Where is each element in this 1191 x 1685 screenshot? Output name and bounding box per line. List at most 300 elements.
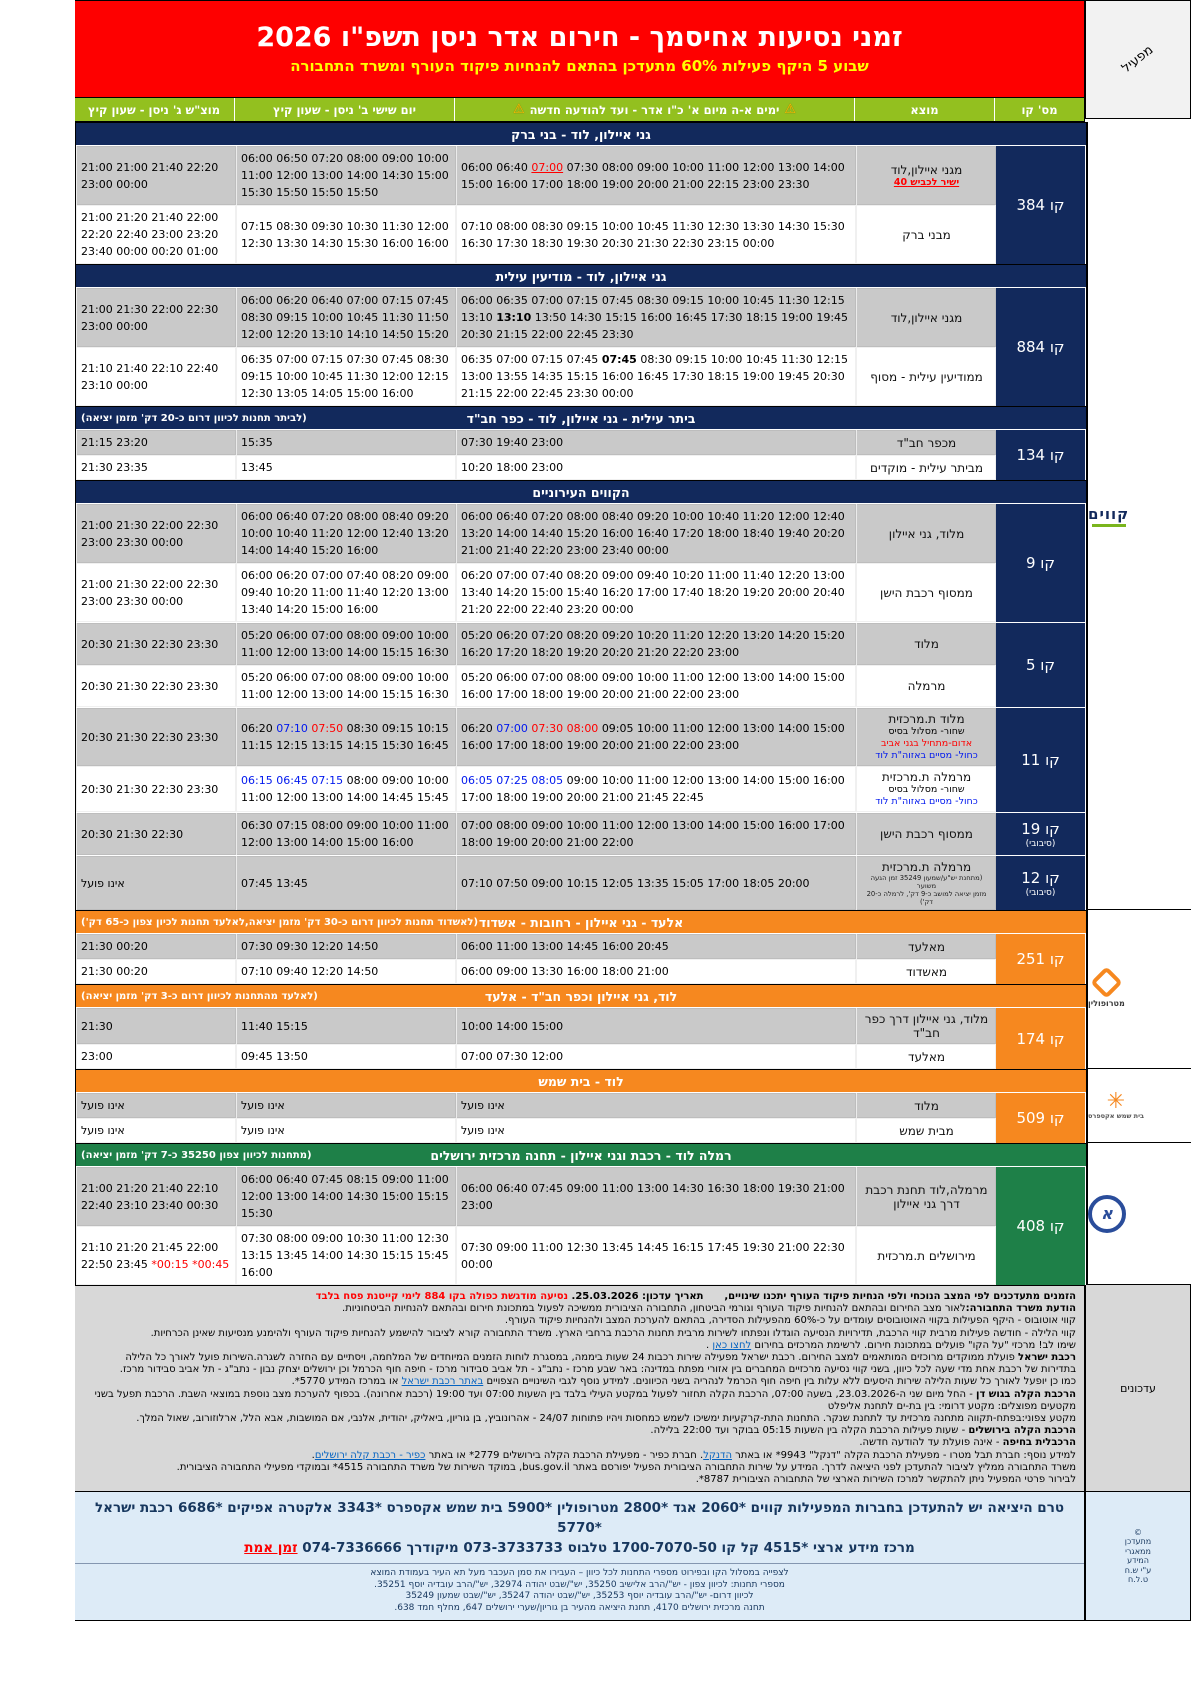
departure-time: 07:45 [601, 294, 634, 307]
departure-time: 22:45 [672, 791, 704, 804]
notes-text: הרכבלית בחיפה [1002, 1437, 1076, 1449]
departure-time: 23:00 [707, 688, 740, 701]
origin-cell [856, 1008, 996, 1044]
departure-time: 08:30 [346, 722, 379, 735]
origin-name: ממסוף רכבת הישן [880, 585, 973, 600]
route-section [76, 264, 1086, 406]
departure-time: 22:20 [81, 228, 113, 241]
departure-time: 13:00 [311, 169, 344, 182]
departure-time: 21:00 [461, 544, 493, 557]
departure-time: 16:00 [461, 688, 493, 701]
departure-time: 09:00 [601, 671, 634, 684]
times-cell-sun-thu [456, 1008, 856, 1044]
times-cell-satnight [76, 504, 236, 563]
origin-name: מרמלה,לוד תחנת רכבת דרך גני איילון [865, 1182, 988, 1211]
section-banner [76, 1070, 1086, 1092]
departure-time: 22:40 [81, 1198, 113, 1212]
origin-note: מזמן יציאה למושב כ-9 דק', לרמלה כ-20 דק') [866, 890, 987, 906]
line-block [76, 429, 1086, 480]
departure-time: 14:30 [311, 236, 344, 250]
departure-time: 07:00 [311, 671, 344, 684]
departure-time: 12:15 [417, 370, 449, 383]
origin-name: מבני ברק [902, 227, 951, 242]
departure-time: 14:45 [566, 940, 599, 953]
departure-time: 10:00 [601, 774, 634, 787]
departure-time: 06:45 [276, 774, 308, 787]
departure-time: 13:00 [276, 1190, 308, 1203]
line-number-cell [996, 504, 1086, 622]
departure-time: 12:00 [417, 219, 449, 233]
departure-time: 16:00 [566, 965, 599, 978]
times-cell-friday [236, 708, 456, 766]
departure-time: 10:20 [637, 629, 669, 642]
departure-time: 15:00 [742, 819, 775, 832]
departure-time: 09:00 [346, 819, 379, 832]
times-cell-satnight [76, 1226, 236, 1285]
departure-time: 07:30 [531, 722, 564, 735]
departure-time: 17:30 [672, 370, 704, 383]
footer-operators-line: טרם היציאה יש להתעדכן בחברות המפעילות קווים *2060 אגד *2800 מטרופולין *5900 בית שמש אקספרס *3343 אלקטרה אפיקים *6686 רכבת ישראל *5770 [94, 1500, 1065, 1537]
departure-time: 12:00 [531, 1050, 564, 1063]
departure-time: 07:40 [346, 569, 379, 582]
departure-time: 12:30 [566, 1240, 599, 1254]
departure-time: 08:00 [346, 152, 379, 165]
departure-time: 15:15 [566, 370, 599, 383]
departure-time: 15:00 [461, 177, 493, 191]
times-cell-sun-thu [456, 146, 856, 205]
line-number: קו 19 [1021, 819, 1060, 838]
departure-time: 09:40 [276, 965, 308, 978]
departure-time: 07:50 [311, 722, 344, 735]
departure-time: 16:00 [601, 940, 634, 953]
schedule-row [76, 1167, 996, 1226]
departure-time: 14:00 [742, 774, 775, 787]
departure-time: 07:45 [566, 353, 599, 366]
departure-time: 20:45 [637, 940, 669, 953]
departure-time: 09:00 [381, 671, 414, 684]
departure-time: 09:00 [381, 1173, 414, 1186]
departure-time: 22:30 [151, 827, 184, 841]
departure-time: 07:00 [531, 160, 564, 174]
notes-line [83, 1401, 1076, 1413]
departure-time: 20:00 [531, 836, 564, 849]
departure-time: 14:15 [346, 739, 379, 752]
notes-link[interactable]: כפיר - רכבת קלה ירושלים [314, 1449, 426, 1461]
warning-icon: ⚠ [512, 102, 525, 117]
origin-note: (מתחנת יש"ע/שמעון 35249 זמן הגעה משוער [870, 874, 983, 890]
departure-time: 13:40 [241, 603, 273, 616]
section-banner-title: לוד - בית שמש [538, 1073, 624, 1089]
departure-time: 12:00 [777, 510, 810, 523]
footer-note-stations-north: מספרי תחנות: לכיוון צפון - יש"/הרב אלישיב 35250, יש"/שבט יהודה 32974, יש"/הרב עובדיה יוסף 35251. [374, 1579, 785, 1590]
departure-time: 07:20 [311, 152, 344, 165]
departure-time: 13:50 [276, 1050, 308, 1063]
times-cell-sun-thu [456, 1093, 856, 1118]
departure-time: 18:20 [531, 646, 564, 659]
origin-note: שחור- מסלול בסיס [888, 726, 965, 737]
notes-line [83, 1389, 1076, 1401]
times-cell-friday [236, 1093, 456, 1118]
origin-name: מאלעד [907, 939, 946, 954]
departure-time: 19:30 [742, 1240, 775, 1254]
notes-block [75, 1285, 1085, 1492]
departure-time: 14:30 [346, 1249, 379, 1262]
departure-time: 11:00 [672, 722, 704, 735]
departure-time: 07:25 [496, 774, 528, 787]
departure-time: 22:00 [531, 328, 564, 341]
updates-label-text: עדכונים [1120, 1381, 1156, 1395]
departure-time: 10:00 [417, 152, 449, 165]
notes-text: לאור מצב החירום ובהתאם להנחיות פיקוד העורף וגורמי הביטחון, התחבורה הציבורית ממשיכה לפעול במתכונת חירום ובהתאם להנחיות הביטחוניות. [342, 1303, 966, 1315]
departure-time: 18:00 [601, 965, 634, 978]
departure-time: 10:00 [381, 819, 414, 832]
notes-text: קווי הלילה - חודשה פעילות מרבית קווי הרכבת, תדירויות הנסיעה הוגדלו ונפתחו לשירות מרבית תחנות הרכבת ברחבי הארץ. משרד התחבורה קורא לציבור להישמע להנחיות פיקוד העורף ולהימנע מנסיעות שאינן הכרחיות. [150, 1327, 1076, 1339]
departure-time: 14:00 [813, 160, 845, 174]
departure-time: 21:15 [81, 436, 113, 449]
departure-time: 19:30 [566, 236, 599, 250]
departure-time: 10:15 [566, 876, 599, 890]
origin-name: מאשדוד [905, 964, 948, 979]
line-number-cell [996, 708, 1086, 812]
departure-time: 20:20 [813, 527, 845, 540]
departure-time: 09:20 [601, 629, 634, 642]
times-cell-satnight [76, 455, 236, 480]
departure-time: 10:00 [417, 629, 449, 642]
departure-time: *00:45 [192, 1257, 230, 1271]
departure-time: 12:00 [672, 774, 704, 787]
departure-time: 07:30 [241, 940, 273, 953]
departure-time: 06:35 [241, 353, 273, 366]
realtime-link[interactable]: זמן אמת [244, 1540, 298, 1557]
departure-time: 11:00 [241, 646, 273, 659]
departure-time: 21:20 [461, 603, 493, 616]
departure-time: 10:00 [601, 219, 634, 233]
departure-time: אינו פועל [461, 1099, 505, 1112]
departure-time: 11:30 [381, 219, 414, 233]
departure-time: 15:00 [381, 1190, 414, 1203]
departure-time: 22:20 [531, 544, 564, 557]
departure-time: 13:45 [276, 876, 308, 890]
schedule-row [76, 430, 996, 455]
departure-time: 00:20 [151, 245, 184, 258]
departure-time: 14:00 [777, 722, 810, 735]
departure-time: 21:00 [813, 1181, 845, 1195]
departure-time: 00:00 [742, 236, 775, 250]
departure-time: 21:00 [81, 211, 113, 224]
departure-time: 20:30 [81, 782, 113, 796]
times-cell-friday [236, 665, 456, 707]
departure-time: 09:00 [531, 819, 564, 832]
departure-time: 13:45 [601, 1240, 634, 1254]
origin-cell [856, 1093, 996, 1118]
departure-time: 07:00 [346, 294, 379, 307]
departure-time: 07:15 [566, 294, 599, 307]
departure-time: 17:00 [496, 688, 528, 701]
departure-time: 21:10 [81, 361, 113, 375]
departure-time: 13:00 [276, 836, 308, 849]
departure-time: 07:00 [461, 819, 493, 832]
departure-time: 09:15 [241, 370, 273, 383]
departure-time: 22:30 [151, 679, 184, 693]
departure-time: 20:30 [813, 370, 845, 383]
departure-time: 17:00 [461, 791, 493, 804]
times-cell-sun-thu [456, 959, 856, 984]
departure-time: 18:00 [742, 1181, 775, 1195]
notes-link[interactable]: לחצו כאן [712, 1339, 752, 1351]
departure-time: 12:20 [777, 569, 810, 582]
departure-time: 10:45 [742, 294, 775, 307]
times-cell-friday [236, 1044, 456, 1069]
origin-cell [856, 813, 996, 855]
departure-time: 21:00 [637, 965, 669, 978]
departure-time: 06:00 [461, 160, 493, 174]
departure-time: 15:00 [311, 603, 344, 616]
departure-time: 06:35 [461, 353, 493, 366]
departure-time: 16:30 [461, 236, 493, 250]
departure-time: 06:30 [241, 819, 273, 832]
departure-time: 23:20 [186, 228, 219, 241]
departure-time: 13:40 [461, 586, 493, 599]
departure-time: 20:30 [81, 827, 113, 841]
times-cell-satnight [76, 1167, 236, 1226]
departure-time: 21:00 [601, 791, 634, 804]
departure-time: 23:00 [531, 436, 564, 449]
departure-time: 15:30 [241, 1207, 273, 1220]
origin-cell [856, 1044, 996, 1069]
departure-time: 23:00 [707, 739, 740, 752]
departure-time: 14:40 [276, 544, 308, 557]
departure-time: 15:00 [813, 671, 845, 684]
departure-time: 11:30 [346, 370, 379, 383]
departure-time: 13:00 [417, 586, 449, 599]
departure-time: 12:20 [276, 328, 308, 341]
departure-time: 07:50 [496, 876, 528, 890]
departure-time: 15:45 [417, 791, 449, 804]
departure-time: 16:45 [637, 370, 669, 383]
departure-time: 10:45 [745, 353, 778, 366]
departure-time: 07:10 [461, 219, 493, 233]
line-block [76, 1166, 1086, 1285]
departure-time: 17:00 [496, 739, 528, 752]
departure-time: 20:30 [601, 236, 634, 250]
departure-time: 15:20 [417, 328, 449, 341]
times-cell-satnight [76, 288, 236, 347]
departure-time: 12:00 [381, 370, 414, 383]
departure-time: 23:30 [566, 387, 599, 400]
departure-time: 11:40 [346, 586, 379, 599]
departure-time: 15:40 [566, 586, 599, 599]
schedule-row [76, 205, 996, 264]
departure-time: 13:20 [461, 527, 493, 540]
departure-time: 06:40 [276, 1173, 308, 1186]
departure-time: 09:00 [496, 1240, 528, 1254]
col-sun-thu [454, 98, 854, 121]
section-banner-title: גני איילון, לוד - בני ברק [511, 126, 651, 142]
departure-time: 07:10 [241, 965, 273, 978]
notes-text: . [706, 1339, 713, 1351]
departure-time: 09:20 [637, 510, 669, 523]
departure-time: 06:20 [241, 722, 273, 735]
times-cell-friday [236, 146, 456, 205]
departure-time: 12:00 [707, 671, 740, 684]
departure-time: 15:15 [605, 311, 637, 324]
notes-line [83, 1474, 1076, 1486]
schedule-row [76, 455, 996, 480]
departure-time: 17:45 [707, 1240, 740, 1254]
departure-time: 08:05 [531, 774, 564, 787]
notes-text: קווי אוטובוס - היקף הפעילות בקווי האוטובוסים עומדים על כ-60% מהפעילות הסדירה, בהתאם להערכת המצב ולהנחיות פיקוד העורף. [504, 1315, 1076, 1327]
departure-time: 23:00 [531, 461, 564, 474]
section-banner [76, 1144, 1086, 1166]
notes-line [83, 1291, 1076, 1303]
departure-time: 14:00 [496, 1019, 528, 1033]
departure-time: 08:00 [496, 819, 528, 832]
departure-time: 08:15 [346, 1173, 379, 1186]
departure-time: 21:00 [81, 1181, 113, 1195]
notes-text: הודעת משרד התחבורה: [965, 1303, 1076, 1315]
departure-time: 00:20 [116, 940, 148, 953]
origin-note: ישיר לכביש 40 [893, 176, 960, 188]
line-number: קו 384 [1016, 196, 1065, 214]
footer-note-stations-south: לכיוון דרום- יש"/הרב עובדיה יוסף 35253, יש"/שבט יהודה 35247, יש"/שבט שמעון 35249 [405, 1591, 754, 1602]
line-block [76, 145, 1086, 264]
notes-link[interactable]: באתר רכבת ישראל [401, 1376, 484, 1388]
section-banner-title: ביתר עילית - גני איילון, לוד - כפר חב"ד [466, 410, 696, 426]
departure-time: 15:00 [417, 169, 449, 182]
notes-text: או במרכז המידע 5770*. [291, 1376, 402, 1388]
times-cell-satnight [76, 563, 236, 622]
departure-time: 10:40 [276, 527, 308, 540]
departure-time: 15:15 [276, 1019, 308, 1033]
departure-time: 13:10 [461, 311, 493, 324]
times-cell-friday [236, 455, 456, 480]
departure-time: 07:20 [311, 510, 344, 523]
col-origin: מוצא [854, 98, 994, 121]
departure-time: 15:50 [311, 186, 344, 199]
line-number-cell [996, 856, 1086, 910]
schedule-row [76, 1226, 996, 1285]
departure-time: 10:00 [710, 353, 743, 366]
line-block [76, 933, 1086, 984]
departure-time: 09:15 [675, 353, 708, 366]
departure-time: 06:00 [276, 629, 308, 642]
departure-time: 22:00 [186, 211, 219, 224]
departure-time: 13:00 [813, 569, 845, 582]
times-cell-sun-thu [456, 934, 856, 959]
departure-time: 07:00 [311, 629, 344, 642]
afikim-circle-icon: א [1088, 1195, 1126, 1233]
departure-time: 12:00 [276, 646, 308, 659]
line-number-cell [996, 1167, 1086, 1285]
departure-time: 23:30 [186, 637, 219, 651]
departure-time: 18:20 [707, 586, 740, 599]
times-cell-sun-thu [456, 1118, 856, 1143]
updates-side-label [1085, 1285, 1191, 1492]
departure-time: 16:00 [777, 819, 810, 832]
origin-cell [856, 856, 996, 910]
departure-time: 23:20 [116, 436, 148, 449]
departure-time: 16:30 [707, 1181, 740, 1195]
page-header [75, 0, 1085, 98]
line-number-cell [996, 623, 1086, 707]
line-number: קו 174 [1016, 1029, 1065, 1048]
departure-time: 05:20 [461, 671, 493, 684]
departure-time: 07:30 [346, 353, 379, 366]
departure-time: 08:40 [601, 510, 634, 523]
departure-time: 01:00 [186, 245, 219, 258]
departure-time: 14:20 [777, 629, 810, 642]
departure-time: 07:00 [496, 722, 528, 735]
notes-text: - החל מיום שני ה-23.03.2026, בשעה 07:00, הרכבת הקלה תחזור לפעול במקטע העילי בלבד בין השעות 07:00 ועד 19:00 (רכבת אחרונה). בכפוף להערכת מצב נוספת במוצאי השבת. הרכבת תפעל בשני [94, 1388, 977, 1400]
line-number-cell [996, 1008, 1086, 1069]
col-line-no: מס' קו [994, 98, 1084, 121]
route-section [76, 910, 1086, 984]
departure-time: 12:15 [276, 739, 308, 752]
section-banner [76, 123, 1086, 145]
departure-time: 14:50 [381, 328, 414, 341]
notes-text: לבירור פרטי המפעיל ניתן להתקשר למרכז השירות הארצי של התחבורה הציבורית 8787*. [695, 1474, 1076, 1486]
departure-time: 15:00 [813, 722, 845, 735]
departure-time: 15:15 [417, 1190, 449, 1203]
departure-time: 21:40 [151, 160, 184, 174]
departure-time: 08:30 [276, 219, 308, 233]
departure-time: 16:00 [346, 544, 379, 557]
departure-time: 21:30 [116, 577, 148, 591]
departure-time: 15:00 [531, 1019, 564, 1033]
departure-time: 11:40 [742, 569, 775, 582]
times-cell-friday [236, 1226, 456, 1285]
departure-time: 13:55 [496, 370, 528, 383]
origin-cell [856, 146, 996, 205]
departure-time: 13:50 [534, 311, 567, 324]
departure-time: 23:30 [186, 730, 219, 744]
departure-time: 13:15 [241, 1249, 273, 1262]
departure-time: 07:10 [276, 722, 308, 735]
route-section [76, 122, 1086, 264]
departure-time: 21:00 [81, 577, 113, 591]
departure-time: 22:00 [151, 577, 184, 591]
times-cell-satnight [76, 1008, 236, 1044]
times-cell-sun-thu [456, 813, 856, 855]
departure-time: 14:10 [346, 328, 379, 341]
departure-time: 21:00 [81, 302, 113, 316]
departure-time: 11:00 [531, 1240, 564, 1254]
departure-time: 23:30 [186, 679, 219, 693]
departure-time: 17:00 [637, 586, 669, 599]
departure-time: 15:00 [777, 774, 810, 787]
departure-time: 16:00 [417, 236, 449, 250]
departure-time: 16:00 [496, 177, 528, 191]
departure-time: 21:10 [81, 1240, 113, 1254]
departure-time: 14:00 [311, 836, 344, 849]
line-block [76, 1007, 1086, 1069]
departure-time: 07:15 [276, 819, 308, 832]
departure-time: 08:00 [566, 722, 599, 735]
departure-time: 13:10 [496, 311, 532, 324]
departure-time: 11:30 [381, 311, 414, 324]
notes-text: הזמנים מתעדכנים לפי המצב הנוכחי ולפי הנחיות פיקוד העורף יתכנו שינויים, תאריך עדכון: 25.03.2026. [568, 1291, 1076, 1302]
times-cell-satnight [76, 146, 236, 205]
departure-time: 14:50 [346, 940, 379, 953]
footer-row [0, 1492, 1191, 1621]
notes-text: פועלת ממוקדים מרוכזים המותאמים למצב החירום. רכבת ישראל מפעילה שירות רכבות 24 שעות ביממה, במסגרת לוחות הזמנים המיוחדים של המלחמה, ויסתיים עם החזרה לשגרה.השירות פועל לאורך כל הלילה [125, 1352, 1019, 1364]
origin-cell [856, 205, 996, 264]
line-number: קו 5 [1025, 656, 1056, 674]
departure-time: 05:20 [241, 671, 273, 684]
origin-name: ממסוף רכבת הישן [880, 827, 973, 841]
departure-time: 14:00 [346, 688, 379, 701]
notes-link[interactable]: הדנקל [703, 1449, 732, 1461]
